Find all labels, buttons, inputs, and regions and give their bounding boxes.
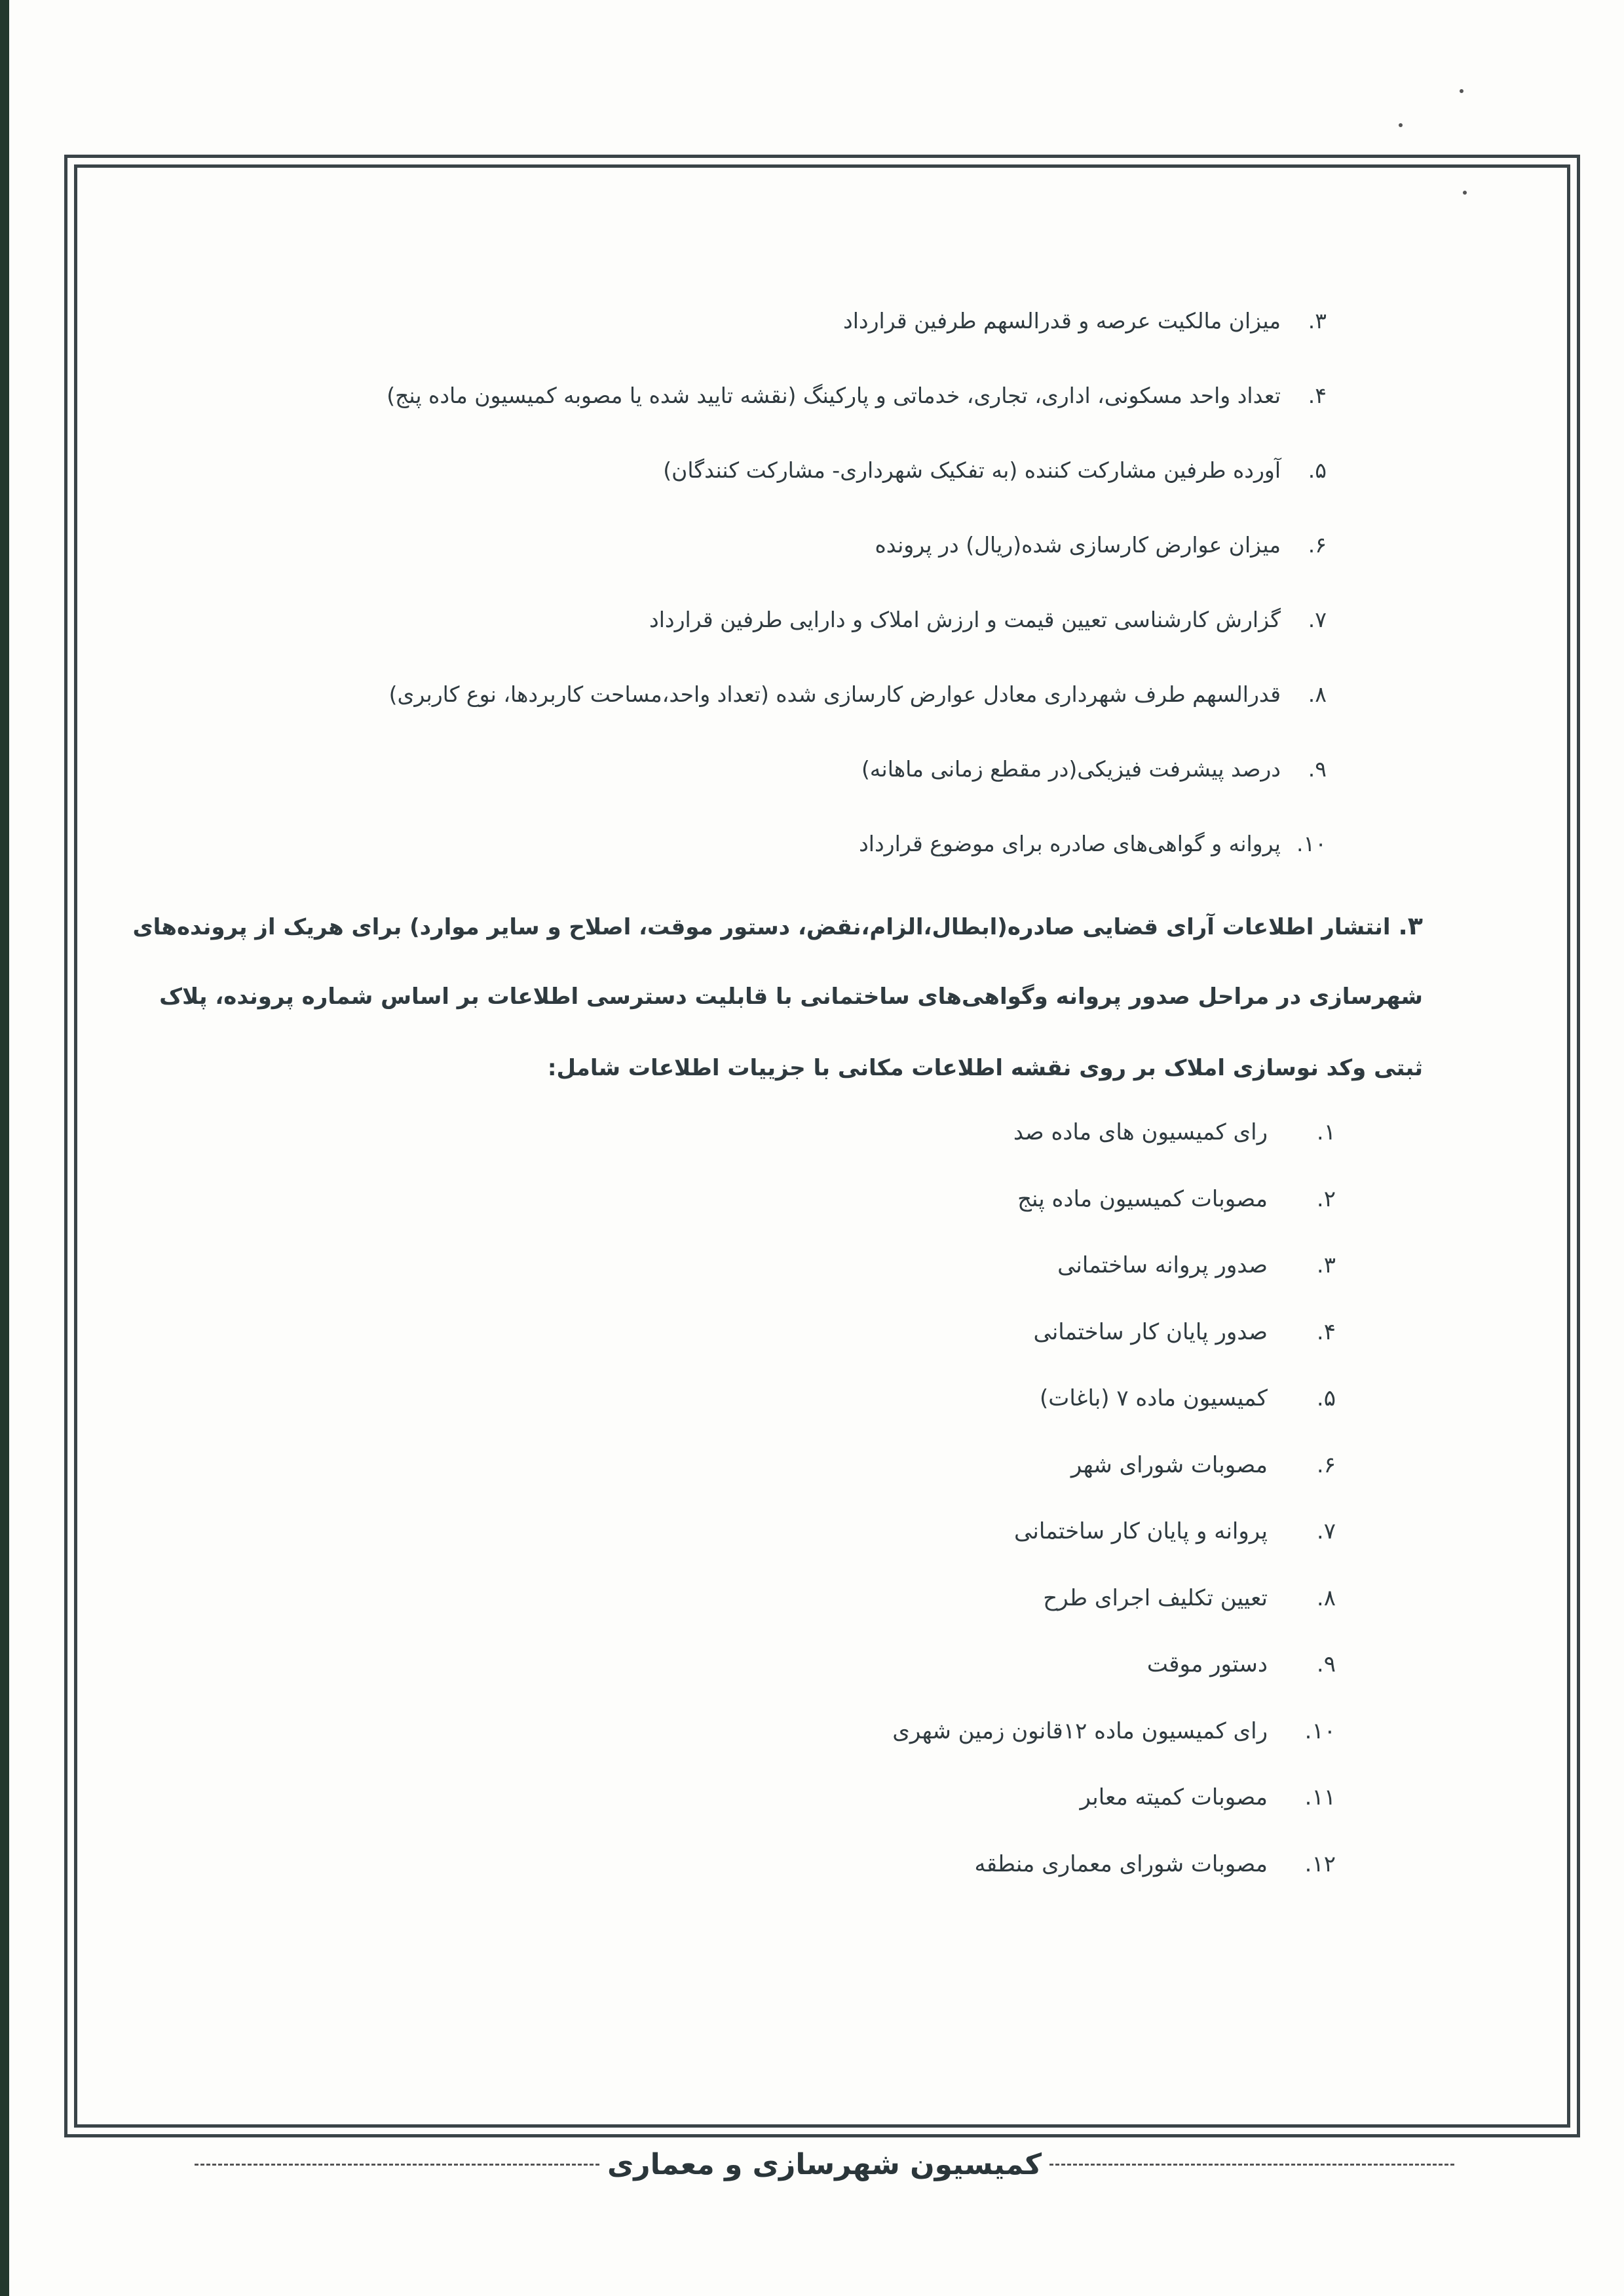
list-item [859,830,1327,858]
item-text: میزان عوارض کارسازی شده(ریال) در پرونده [875,532,1281,558]
item-number: ۱۱. [1304,1784,1336,1810]
item-text: تعیین تکلیف اجرای طرح [1043,1584,1268,1611]
item-number: ۵. [1316,1385,1336,1411]
section-text: شهرسازی در مراحل صدور پروانه وگواهی‌های ساختمانی با قابلیت دسترسی اطلاعات بر اساس شماره پرونده، پلاک [159,984,1423,1010]
item-text: رای کمیسیون های ماده صد [1013,1119,1268,1145]
list-item [1057,1251,1336,1280]
list-item [843,307,1327,335]
item-number: ۹. [1316,1651,1336,1677]
item-text: آورده طرفین مشارکت کننده (به تفکیک شهرداری- مشارکت کنندگان) [663,457,1281,483]
list-item [1013,1118,1336,1147]
item-text: رای کمیسیون ماده ۱۲قانون زمین شهری [892,1717,1268,1744]
list-item [1071,1451,1336,1480]
item-number: ۴. [1308,383,1327,408]
item-number: ۷. [1308,607,1327,632]
list-item [1017,1185,1336,1214]
item-text: دستور موقت [1146,1651,1268,1677]
item-number: ۵. [1308,457,1327,483]
footer-dashes [1049,2164,1454,2166]
item-number: ۳. [1308,308,1327,334]
list-item [1147,1650,1336,1679]
footer-title: کمیسیون شهرسازی و معماری [607,2148,1042,2181]
list-item [1043,1584,1336,1613]
item-text: میزان مالکیت عرصه و قدرالسهم طرفین قرارداد [843,308,1281,334]
item-text: مصوبات کمیسیون ماده پنج [1017,1185,1268,1212]
scan-speck [1460,89,1463,93]
item-number: ۸. [1308,681,1327,707]
item-text: قدرالسهم طرف شهرداری معادل عوارض کارسازی شده (تعداد واحد،مساحت کاربردها، نوع کاربری) [388,681,1281,707]
list-item [387,381,1327,410]
item-number: ۱۰. [1296,831,1327,856]
section-number: ۳. [1398,911,1423,940]
list-item [1034,1318,1336,1347]
item-text: کمیسیون ماده ۷ (باغات) [1040,1385,1268,1411]
item-number: ۶. [1308,532,1327,558]
list-item [1080,1783,1336,1812]
item-text: مصوبات شورای شهر [1070,1451,1268,1478]
section-3-line [159,982,1423,1012]
list-item [875,531,1327,560]
item-number: ۱۰. [1304,1717,1336,1744]
scan-edge [0,0,9,2296]
section-text: ثبتی وکد نوسازی املاک بر روی نقشه اطلاعات مکانی با جزییات اطلاعات شامل: [547,1055,1423,1081]
section-3-line [132,911,1423,942]
list-item [1040,1384,1336,1413]
item-number: ۱۲. [1304,1850,1336,1877]
item-text: صدور پروانه ساختمانی [1057,1252,1268,1278]
list-item [649,605,1327,634]
item-number: ۹. [1308,756,1327,782]
list-item [975,1850,1336,1879]
list-item [892,1717,1336,1746]
item-number: ۴. [1316,1318,1336,1345]
item-text: پروانه و گواهی‌های صادره برای موضوع قرارداد [859,831,1281,856]
footer [195,2148,1454,2181]
list-item [663,456,1327,485]
list-item [389,680,1327,709]
item-number: ۳. [1316,1252,1336,1278]
item-number: ۲. [1316,1185,1336,1212]
item-text: تعداد واحد مسکونی، اداری، تجاری، خدماتی و پارکینگ (نقشه تایید شده یا مصوبه کمیسیون ماده پنج) [387,383,1281,408]
footer-dashes [195,2164,599,2166]
item-text: مصوبات کمیته معابر [1080,1784,1268,1810]
item-text: گزارش کارشناسی تعیین قیمت و ارزش املاک و دارایی طرفین قرارداد [649,607,1281,632]
item-text: پروانه و پایان کار ساختمانی [1014,1518,1268,1544]
section-3-line [191,1053,1423,1083]
item-text: مصوبات شورای معماری منطقه [974,1850,1268,1877]
scan-speck [1399,123,1403,127]
item-text: صدور پایان کار ساختمانی [1033,1318,1268,1345]
section-text: انتشار اطلاعات آرای قضایی صادره(ابطال،الزام،نقض، دستور موقت، اصلاح و سایر موارد) برای هریک از پرونده‌های [132,914,1391,940]
item-number: ۶. [1316,1451,1336,1478]
item-number: ۱. [1316,1119,1336,1145]
item-number: ۸. [1316,1584,1336,1611]
list-item [1014,1517,1336,1546]
item-text: درصد پیشرفت فیزیکی(در مقطع زمانی ماهانه) [861,756,1281,782]
list-item [861,755,1327,784]
item-number: ۷. [1316,1518,1336,1544]
